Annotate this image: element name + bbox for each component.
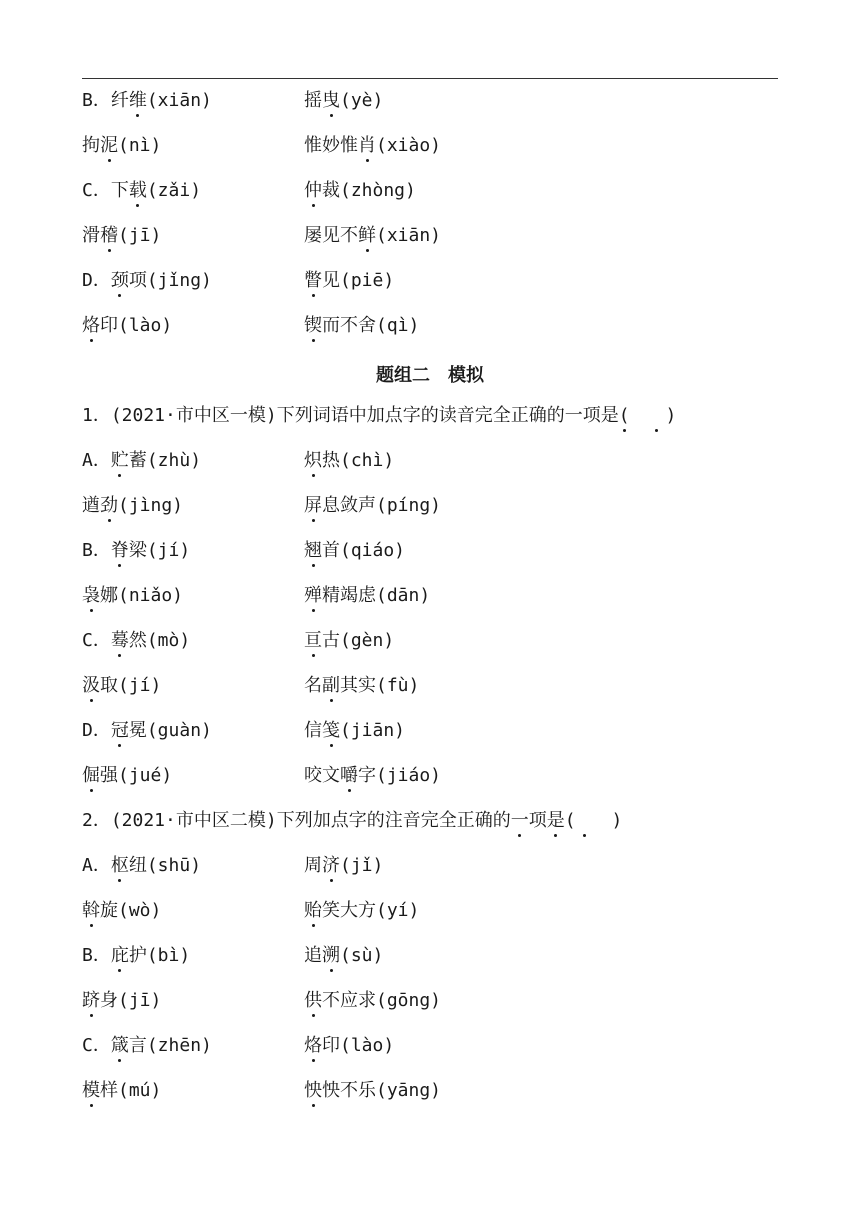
- q1-option-b-word-2: 翘首(qiáo): [304, 540, 406, 561]
- q2-option-b-word-1: B．庇护(bì): [82, 945, 191, 966]
- option-c-word-1: C．下载(zǎi): [82, 180, 202, 201]
- option-b-word-2: 摇曳(yè): [304, 90, 384, 111]
- q1-option-d-word-3: 倔强(jué): [82, 765, 173, 786]
- q2-option-b-word-3: 跻身(jī): [82, 990, 162, 1011]
- option-b-word-3: 拘泥(nì): [82, 135, 162, 156]
- q2-option-c-word-1: C．箴言(zhēn): [82, 1035, 212, 1056]
- q2-option-a-word-1: A．枢纽(shū): [82, 855, 202, 876]
- q1-option-a-word-2: 炽热(chì): [304, 450, 395, 471]
- option-d-word-2: 瞥见(piē): [304, 270, 395, 291]
- question-2-stem: 2．(2021·市中区二模)下列加点字的注音完全正确的一项是( ): [82, 810, 623, 831]
- q1-option-a-word-4: 屏息敛声(píng): [304, 495, 442, 516]
- option-c-word-3: 滑稽(jī): [82, 225, 162, 246]
- q2-option-a-word-3: 斡旋(wò): [82, 900, 162, 921]
- q1-option-a-word-1: A．贮蓄(zhù): [82, 450, 202, 471]
- q1-option-d-word-1: D．冠冕(guàn): [82, 720, 212, 741]
- option-b-word-4: 惟妙惟肖(xiào): [304, 135, 442, 156]
- q1-option-d-word-2: 信笺(jiān): [304, 720, 406, 741]
- q1-option-c-word-2: 亘古(gèn): [304, 630, 395, 651]
- q1-option-a-word-3: 遒劲(jìng): [82, 495, 184, 516]
- q1-option-c-word-1: C．蓦然(mò): [82, 630, 191, 651]
- option-c-word-4: 屡见不鲜(xiān): [304, 225, 442, 246]
- q2-option-c-word-2: 烙印(lào): [304, 1035, 395, 1056]
- q1-option-c-word-4: 名副其实(fù): [304, 675, 420, 696]
- q1-option-c-word-3: 汲取(jí): [82, 675, 162, 696]
- top-divider: [82, 78, 778, 79]
- q1-option-b-word-1: B．脊梁(jí): [82, 540, 191, 561]
- q1-option-d-word-4: 咬文嚼字(jiáo): [304, 765, 442, 786]
- question-1-stem: 1．(2021·市中区一模)下列词语中加点字的读音完全正确的一项是( ): [82, 405, 677, 426]
- q2-option-c-word-4: 怏怏不乐(yāng): [304, 1080, 442, 1101]
- q2-option-b-word-2: 追溯(sù): [304, 945, 384, 966]
- q2-option-a-word-2: 周济(jǐ): [304, 855, 384, 876]
- q2-option-b-word-4: 供不应求(gōng): [304, 990, 442, 1011]
- q2-option-c-word-3: 模样(mú): [82, 1080, 162, 1101]
- q1-option-b-word-4: 殚精竭虑(dān): [304, 585, 431, 606]
- option-c-word-2: 仲裁(zhòng): [304, 180, 416, 201]
- group-title: 题组二 模拟: [376, 365, 484, 386]
- option-d-word-4: 锲而不舍(qì): [304, 315, 420, 336]
- q2-option-a-word-4: 贻笑大方(yí): [304, 900, 420, 921]
- option-d-word-1: D．颈项(jǐng): [82, 270, 212, 291]
- option-d-word-3: 烙印(lào): [82, 315, 173, 336]
- q1-option-b-word-3: 袅娜(niǎo): [82, 585, 184, 606]
- option-b-word-1: B．纤维(xiān): [82, 90, 212, 111]
